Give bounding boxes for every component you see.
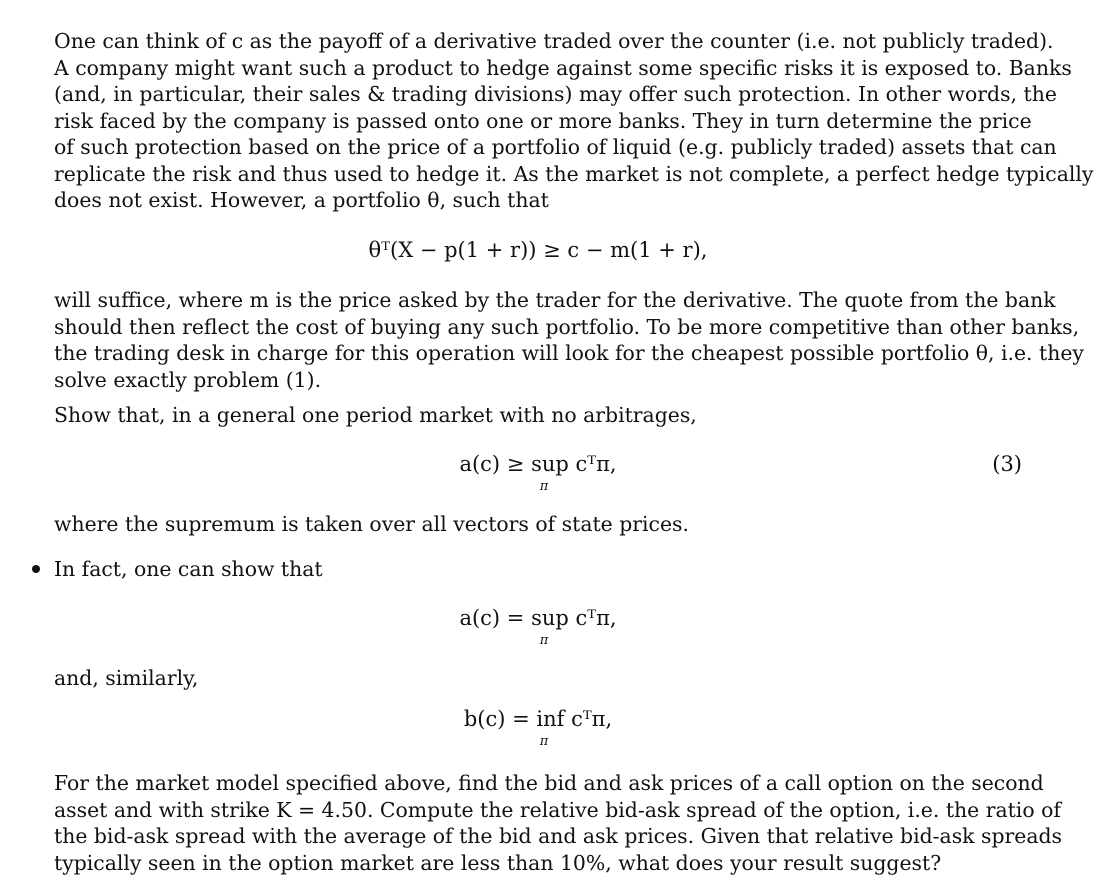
paragraph-suffice <box>54 287 1084 393</box>
text-line: replicate the risk and thus used to hedge it. As the market is not complete, a perfect hedge typically <box>54 161 1094 186</box>
equation-3 <box>54 449 1022 479</box>
text-line: the trading desk in charge for this operation will look for the cheapest possible portfolio θ, i.e. they <box>54 341 1084 365</box>
bullet-icon <box>32 565 40 573</box>
text-line: Show that, in a general one period market with no arbitrages, <box>54 403 697 427</box>
equation-text: θᵀ(X − p(1 + r)) ≥ c − m(1 + r), <box>368 238 708 262</box>
text-line: asset and with strike K = 4.50. Compute the relative bid-ask spread of the option, i.e. the ratio of <box>54 797 1061 822</box>
text-line: solve exactly problem (1). <box>54 367 322 392</box>
text-line: where the supremum is taken over all vectors of state prices. <box>54 512 689 536</box>
text-line: In fact, one can show that <box>54 557 323 581</box>
text-line: A company might want such a product to hedge against some specific risks it is exposed to. Banks <box>54 55 1072 80</box>
equation-ask-price <box>54 603 1022 633</box>
text-line: One can think of c as the payoff of a derivative traded over the counter (i.e. not publicly traded). <box>54 29 1054 53</box>
text-line: For the market model specified above, find the bid and ask prices of a call option on the second <box>54 771 1044 795</box>
paragraph-intro <box>54 28 1094 214</box>
equation-ask-subscript: π <box>539 633 549 648</box>
text-line: and, similarly, <box>54 666 199 690</box>
equation-bid-price <box>54 704 1022 734</box>
text-line: the bid-ask spread with the average of the bid and ask prices. Given that relative bid-ask spreads <box>54 824 1063 848</box>
text-line: typically seen in the option market are less than 10%, what does your result suggest? <box>54 850 942 875</box>
paragraph-market-model <box>54 770 1063 876</box>
paragraph-supremum <box>54 511 1022 538</box>
equation-3-subscript: π <box>539 479 549 494</box>
text-line: of such protection based on the price of a portfolio of liquid (e.g. publicly traded) assets that can <box>54 135 1057 159</box>
equation-hedge-inequality <box>54 235 1022 265</box>
text-line: does not exist. However, a portfolio θ, such that <box>54 188 549 212</box>
equation-bid-subscript: π <box>539 734 549 749</box>
equation-number: (3) <box>992 452 1022 476</box>
equation-text: a(c) ≥ sup cᵀπ, <box>459 452 617 476</box>
paragraph-show-that <box>54 402 1022 429</box>
text-line: (and, in particular, their sales & trading divisions) may offer such protection. In other words, the <box>54 82 1057 106</box>
text-line: will suffice, where m is the price asked by the trader for the derivative. The quote from the bank <box>54 288 1056 312</box>
bullet-item <box>54 556 1022 583</box>
text-line: should then reflect the cost of buying any such portfolio. To be more competitive than other banks, <box>54 314 1080 339</box>
equation-text: b(c) = inf cᵀπ, <box>463 707 613 731</box>
text-line: risk faced by the company is passed onto one or more banks. They in turn determine the price <box>54 108 1032 133</box>
equation-text: a(c) = sup cᵀπ, <box>459 606 617 630</box>
paragraph-similarly <box>54 665 1022 692</box>
